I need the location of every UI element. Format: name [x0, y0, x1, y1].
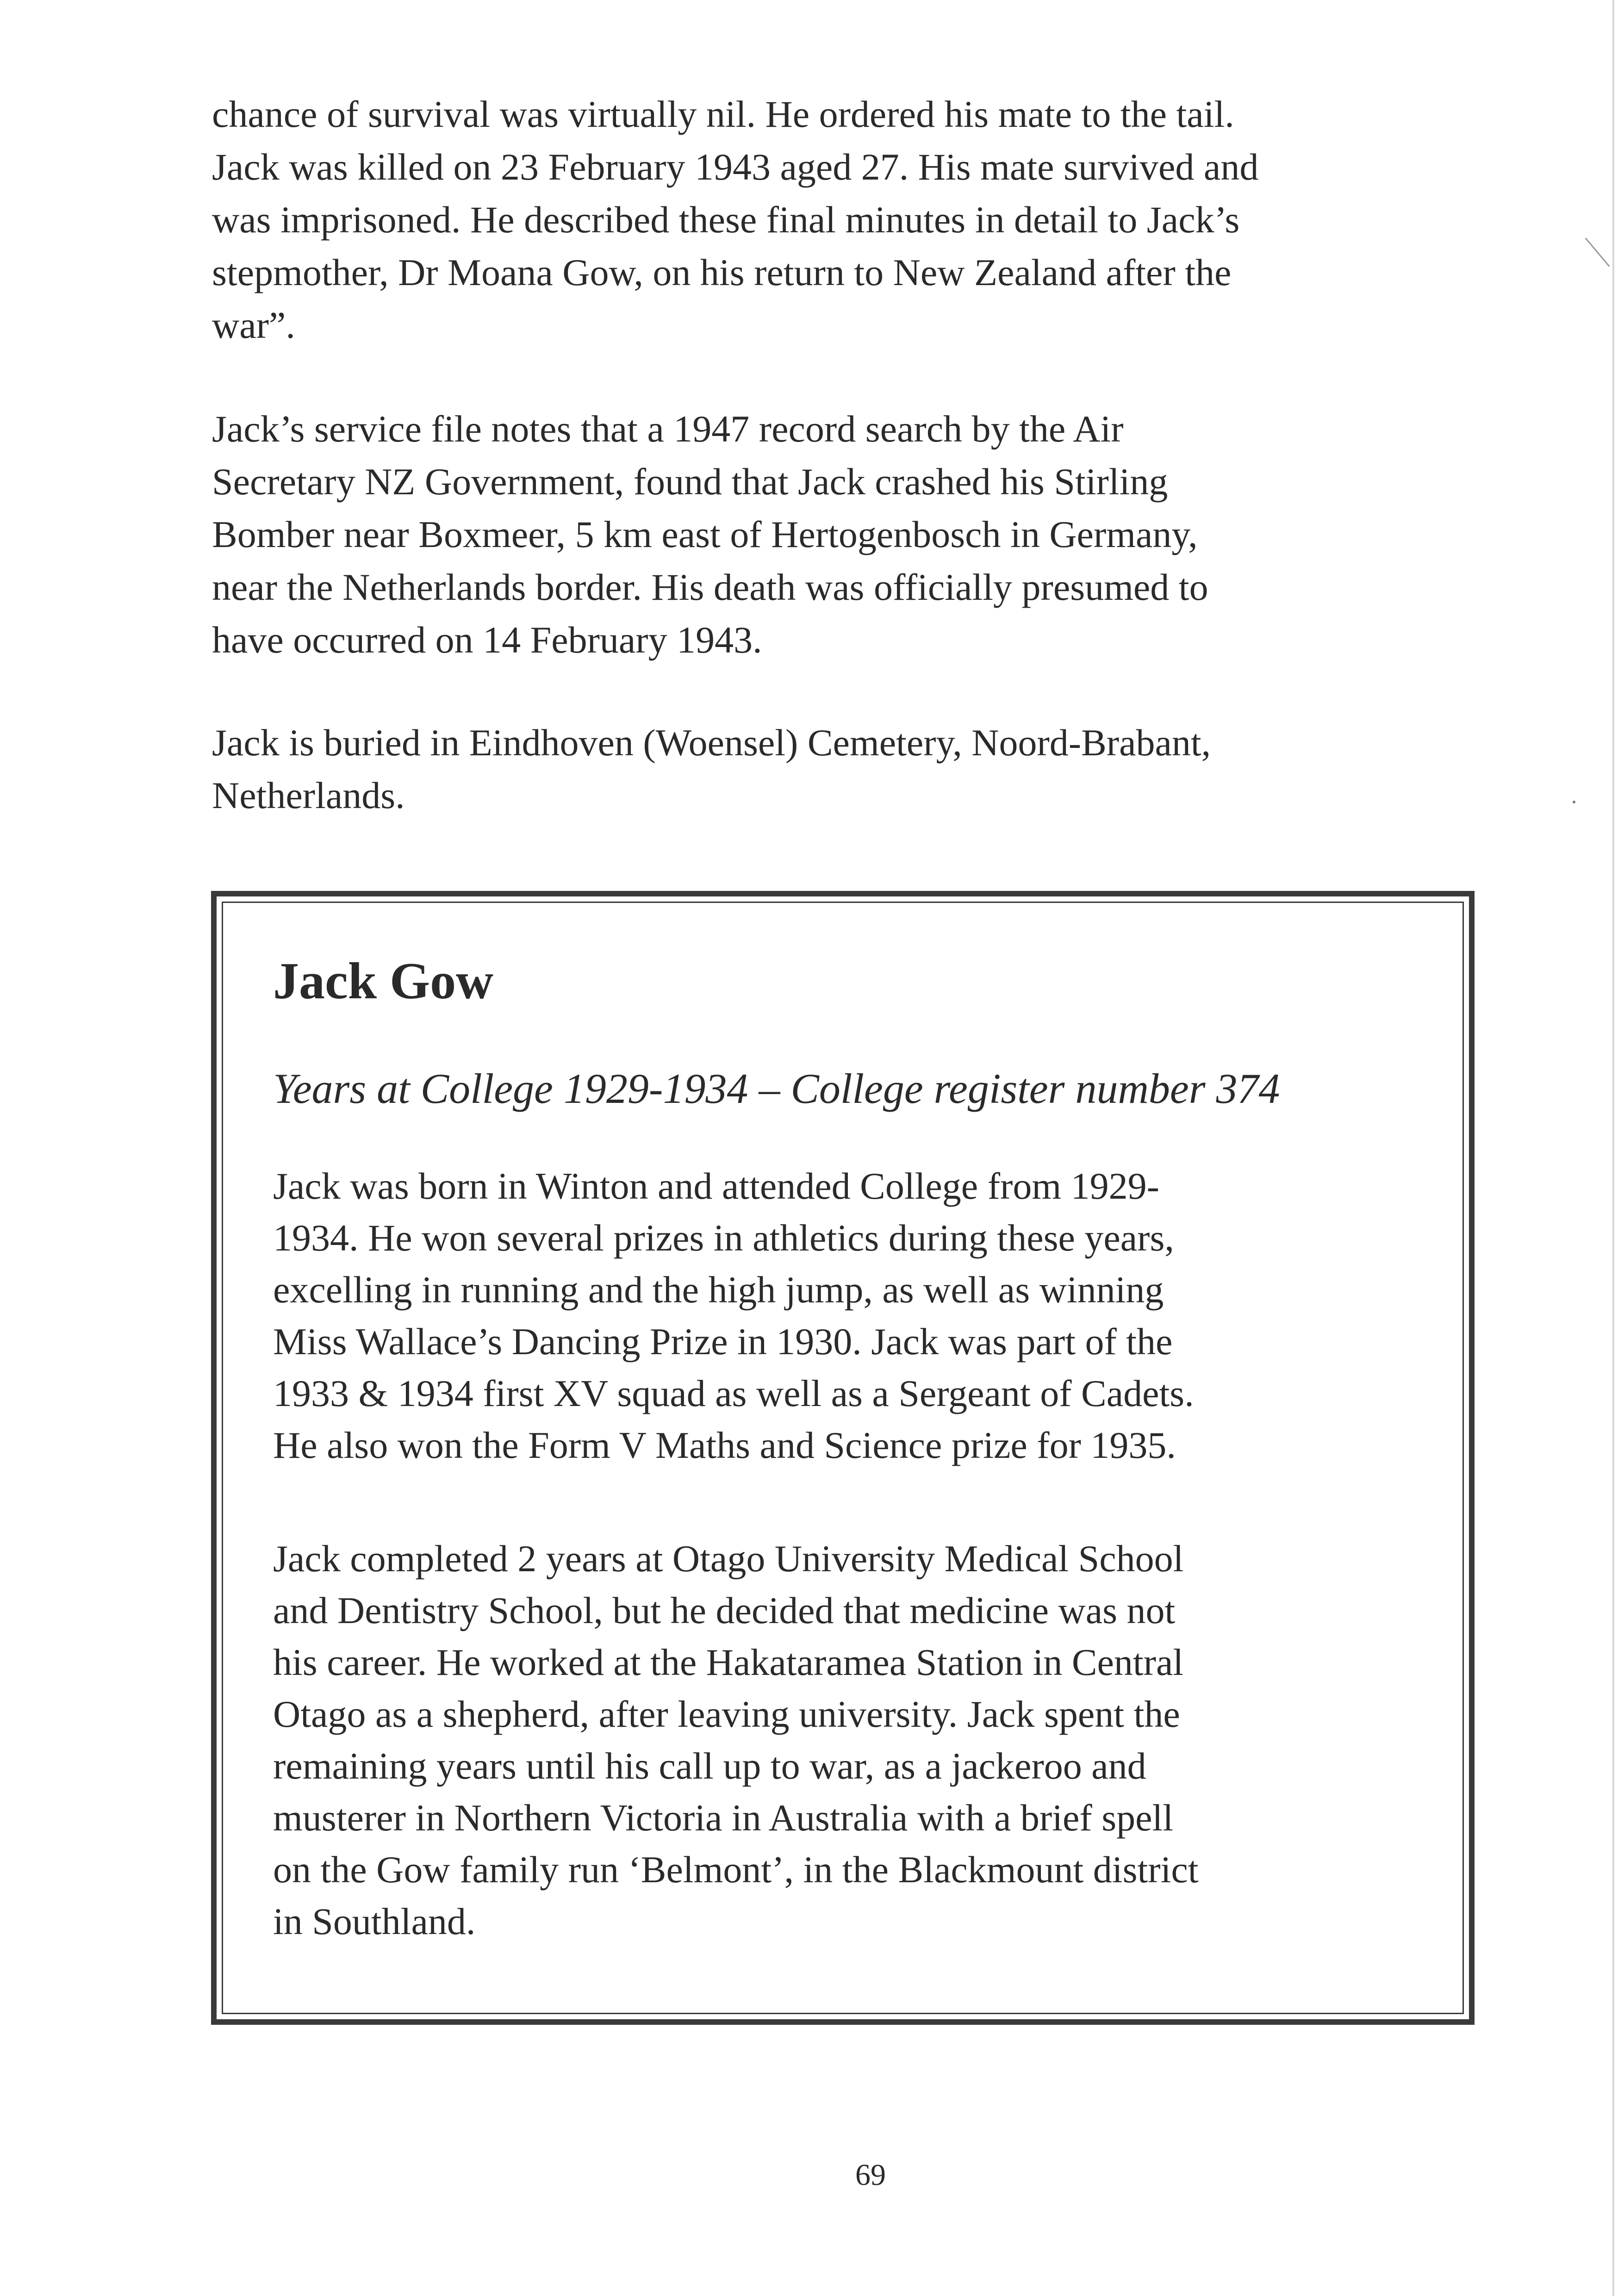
bio-paragraph-1	[273, 1160, 1421, 1471]
text-line: Jack’s service file notes that a 1947 record search by the Air	[212, 408, 1124, 450]
intro-paragraph-3	[212, 716, 1471, 822]
text-line: in Southland.	[273, 1900, 476, 1942]
text-line: Netherlands.	[212, 774, 405, 816]
text-line: Bomber near Boxmeer, 5 km east of Hertogenbosch in Germany,	[212, 513, 1198, 555]
text-line: Secretary NZ Government, found that Jack crashed his Stirling	[212, 460, 1168, 503]
text-line: Jack is buried in Eindhoven (Woensel) Cemetery, Noord-Brabant,	[212, 722, 1211, 764]
text-line: chance of survival was virtually nil. He ordered his mate to the tail.	[212, 93, 1234, 135]
text-line: 1934. He won several prizes in athletics during these years,	[273, 1217, 1174, 1259]
intro-paragraph-2	[212, 403, 1471, 666]
text-line: Otago as a shepherd, after leaving university. Jack spent the	[273, 1693, 1180, 1735]
scan-speck	[1573, 801, 1575, 803]
text-line: musterer in Northern Victoria in Australia with a brief spell	[273, 1797, 1174, 1839]
text-line: and Dentistry School, but he decided that medicine was not	[273, 1589, 1176, 1631]
bio-paragraph-2	[273, 1533, 1421, 1948]
text-line: his career. He worked at the Hakataramea Station in Central	[273, 1641, 1184, 1683]
text-line: He also won the Form V Maths and Science prize for 1935.	[273, 1424, 1176, 1466]
page-number: 69	[855, 2158, 886, 2192]
text-line: stepmother, Dr Moana Gow, on his return to New Zealand after the	[212, 251, 1232, 293]
text-line: on the Gow family run ‘Belmont’, in the Blackmount district	[273, 1848, 1199, 1891]
text-line: excelling in running and the high jump, as well as winning	[273, 1269, 1164, 1311]
scan-mark	[1585, 237, 1610, 267]
text-line: Jack was born in Winton and attended College from 1929-	[273, 1165, 1159, 1207]
text-line: Jack was killed on 23 February 1943 aged 27. His mate survived and	[212, 146, 1259, 188]
text-line: 1933 & 1934 first XV squad as well as a Sergeant of Cadets.	[273, 1372, 1194, 1414]
text-line: war”.	[212, 304, 295, 346]
bio-title: Jack Gow	[273, 952, 493, 1010]
bio-subtitle: Years at College 1929-1934 – College register number 374	[273, 1065, 1280, 1112]
text-line: Miss Wallace’s Dancing Prize in 1930. Jack was part of the	[273, 1320, 1173, 1363]
text-line: Jack completed 2 years at Otago University Medical School	[273, 1537, 1184, 1580]
text-line: was imprisoned. He described these final minutes in detail to Jack’s	[212, 199, 1240, 241]
text-line: have occurred on 14 February 1943.	[212, 619, 762, 661]
scan-edge-line	[1612, 0, 1614, 2296]
biography-box	[211, 891, 1475, 2025]
text-line: near the Netherlands border. His death was officially presumed to	[212, 566, 1208, 608]
text-line: remaining years until his call up to war, as a jackeroo and	[273, 1745, 1146, 1787]
intro-paragraph-1	[212, 88, 1471, 352]
